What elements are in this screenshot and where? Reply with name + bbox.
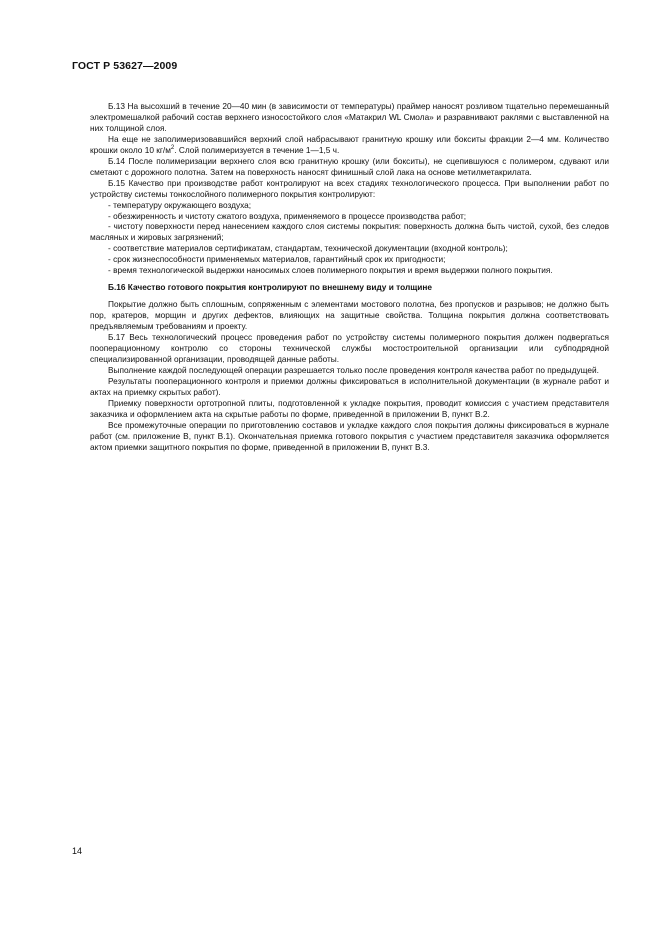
list-item: - обезжиренность и чистоту сжатого воздуха, применяемого в процессе производства работ;: [108, 210, 467, 221]
paragraph-b15: Б.15 Качество при производстве работ контролируют на всех стадиях технологического процесса. При выполнении работ по устройству системы тонкослойного полимерного покрытия контролируют:: [90, 177, 609, 199]
document-body: [90, 101, 609, 453]
list-item: - срок жизнеспособности применяемых материалов, гарантийный срок их пригодности;: [108, 254, 446, 265]
list-item: - соответствие материалов сертификатам, стандартам, технической документации (входной контроль);: [108, 243, 508, 254]
list-item: - время технологической выдержки наносимых слоев полимерного покрытия и время выдержки полного покрытия.: [108, 265, 553, 276]
paragraph-next-operation: Выполнение каждой последующей операции разрешается только после проведения контроля качества работ по предыдущей.: [108, 364, 599, 375]
paragraph-text: На еще не заполимеризовавшийся верхний слой набрасывают гранитную крошку или бокситы фракции 2—4 мм. Количество крошки около 10 кг/м: [90, 133, 609, 155]
page-number: 14: [72, 846, 83, 856]
paragraph-coverage: Покрытие должно быть сплошным, сопряженным с элементами мостового полотна, без пропусков и разрывов; не должно быть пор, кратеров, морщин и других дефектов, влияющих на защитные свойства. Толщина покрытия должна соответствовать предъявляемым требованиям и проекту.: [90, 299, 609, 332]
paragraph-granite-chips: [90, 134, 609, 156]
paragraph-results: Результаты пооперационного контроля и приемки должны фиксироваться в исполнительной документации (в журнале работ и актах на приемку скрытых работ).: [90, 375, 609, 397]
list-item: - чистоту поверхности перед нанесением каждого слоя системы покрытия: поверхность должна быть чистой, сухой, без следов масляных и жировых загрязнений;: [90, 221, 609, 243]
list-item: - температуру окружающего воздуха;: [108, 199, 252, 210]
paragraph-b13: Б.13 На высохший в течение 20—40 мин (в зависимости от температуры) праймер наносят розливом тщательно перемешанный электромешалкой рабочий состав верхнего износостойкого слоя «Матакрил WL Смола» и разравнивают раклями с выставленной на них толщиной слоя.: [90, 101, 609, 133]
paragraph-acceptance: Приемку поверхности ортотропной плиты, подготовленной к укладке покрытия, проводит комиссия с участием представителя заказчика и оформлением акта на скрытые работы по форме, приведенной в приложении В, пункт В.2.: [90, 397, 609, 419]
document-header: ГОСТ Р 53627—2009: [72, 60, 178, 72]
paragraph-intermediate-ops: Все промежуточные операции по приготовлению составов и укладке каждого слоя покрытия должны фиксироваться в журнале работ (см. приложение В, пункт В.1). Окончательная приемка готового покрытия с участием представителя заказчика оформляется актом приемки защитного покрытия по форме, приведенной в приложении В, пункт В.3.: [90, 419, 609, 452]
paragraph-b14: Б.14 После полимеризации верхнего слоя всю гранитную крошку (или бокситы), не сцепившуюся с полимером, сдувают или сметают с дорожного полотна. Затем на поверхность наносят финишный слой лака на основе метилметакрилата.: [90, 155, 609, 177]
paragraph-b17: Б.17 Весь технологический процесс проведения работ по устройству системы полимерного покрытия должен подвергаться пооперационному контролю со стороны технической службы мостостроительной организации или субподрядной специализированной организации, проводящей данные работы.: [90, 332, 609, 364]
superscript: 2: [170, 145, 175, 152]
paragraph-tail: . Слой полимеризуется в течение 1—1,5 ч.: [174, 144, 340, 155]
section-heading-b16: Б.16 Качество готового покрытия контролируют по внешнему виду и толщине: [108, 282, 432, 293]
